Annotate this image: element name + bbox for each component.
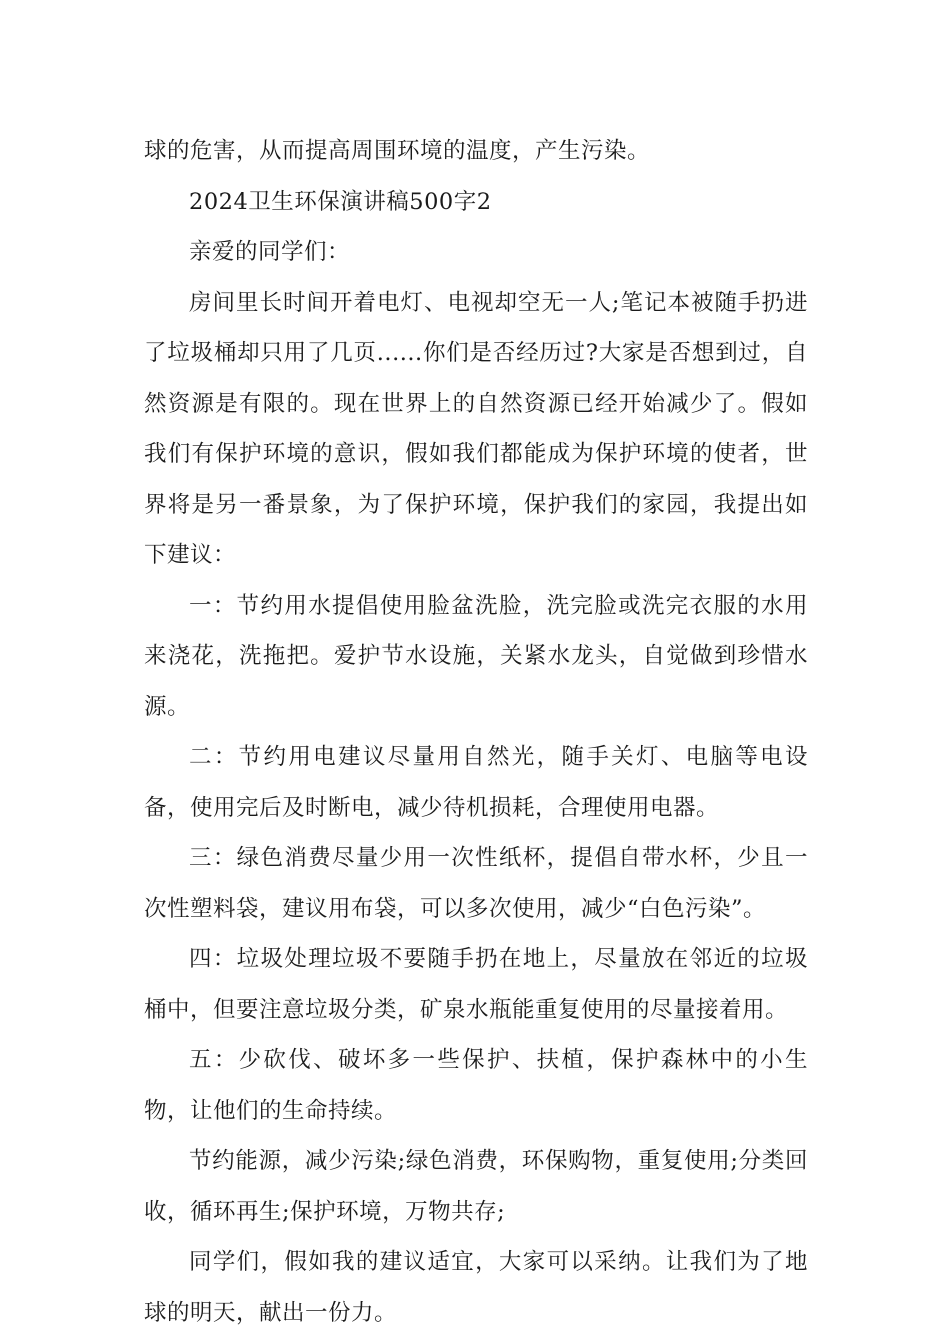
paragraph-suggestion-1: 一：节约用水提倡使用脸盆洗脸，洗完脸或洗完衣服的水用来浇花，洗拖把。爱护节水设施，关紧水龙头，自觉做到珍惜水源。 (144, 592, 808, 720)
document-body (144, 126, 808, 1338)
paragraph-suggestion-5: 五：少砍伐、破坏多一些保护、扶植，保护森林中的小生物，让他们的生命持续。 (144, 1047, 808, 1124)
paragraph-suggestion-4: 四：垃圾处理垃圾不要随手扔在地上，尽量放在邻近的垃圾桶中，但要注意垃圾分类，矿泉水瓶能重复使用的尽量接着用。 (144, 946, 808, 1023)
section-heading: 2024卫生环保演讲稿500字2 (189, 188, 492, 215)
paragraph-continuation: 球的危害，从而提高周围环境的温度，产生污染。 (144, 138, 651, 164)
paragraph-summary: 节约能源，减少污染;绿色消费，环保购物，重复使用;分类回收，循环再生;保护环境，万物共存; (144, 1148, 808, 1225)
salutation: 亲爱的同学们： (189, 239, 351, 265)
paragraph-suggestion-3: 三：绿色消费尽量少用一次性纸杯，提倡自带水杯，少且一次性塑料袋，建议用布袋，可以多次使用，减少“白色污染”。 (144, 845, 808, 922)
paragraph-closing: 同学们，假如我的建议适宜，大家可以采纳。让我们为了地球的明天，献出一份力。 (144, 1249, 808, 1326)
paragraph-suggestion-2: 二：节约用电建议尽量用自然光，随手关灯、电脑等电设备，使用完后及时断电，减少待机损耗，合理使用电器。 (144, 744, 808, 821)
paragraph-intro: 房间里长时间开着电灯、电视却空无一人;笔记本被随手扔进了垃圾桶却只用了几页......你们是否经历过?大家是否想到过，自然资源是有限的。现在世界上的自然资源已经开始减少了。假如我们有保护环境的意识，假如我们都能成为保护环境的使者，世界将是另一番景象，为了保护环境，保护我们的家园，我提出如下建议： (144, 289, 808, 568)
